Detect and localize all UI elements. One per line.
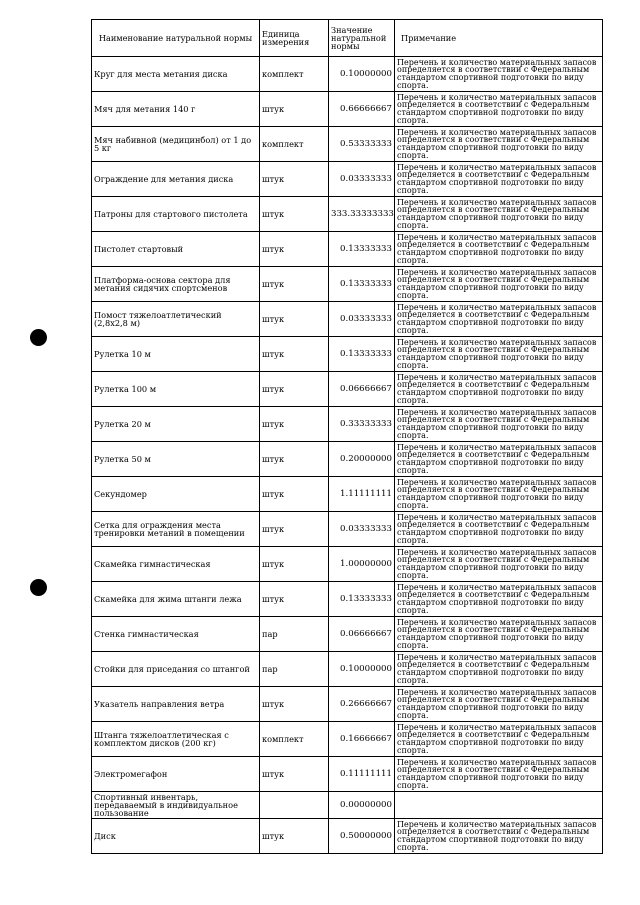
cell-name: Спортивный инвентарь, передаваемый в индивидуальное пользование [92,792,260,819]
cell-note: Перечень и количество материальных запасов определяется в соответствии с Федеральным стандартом спортивной подготовки по виду спорта. [395,267,603,302]
table-row [92,302,603,337]
cell-unit: штук [260,232,329,267]
cell-name: Диск [92,819,260,854]
cell-name: Стойки для приседания со штангой [92,652,260,687]
cell-value: 1.11111111 [329,477,395,512]
cell-note: Перечень и количество материальных запасов определяется в соответствии с Федеральным стандартом спортивной подготовки по виду спорта. [395,407,603,442]
cell-name: Рулетка 50 м [92,442,260,477]
cell-name: Секундомер [92,477,260,512]
cell-value: 333.33333333 [329,197,395,232]
cell-name: Патроны для стартового пистолета [92,197,260,232]
table-row [92,92,603,127]
cell-name: Штанга тяжелоатлетическая с комплектом дисков (200 кг) [92,722,260,757]
cell-value: 0.50000000 [329,819,395,854]
cell-name: Стенка гимнастическая [92,617,260,652]
cell-note: Перечень и количество материальных запасов определяется в соответствии с Федеральным стандартом спортивной подготовки по виду спорта. [395,477,603,512]
cell-unit: штук [260,337,329,372]
cell-value: 0.06666667 [329,617,395,652]
table-row [92,57,603,92]
cell-value: 0.00000000 [329,792,395,819]
cell-unit [260,792,329,819]
table-row [92,477,603,512]
cell-unit: штук [260,757,329,792]
cell-name: Электромегафон [92,757,260,792]
cell-unit: пар [260,617,329,652]
cell-name: Круг для места метания диска [92,57,260,92]
cell-name: Платформа-основа сектора для метания сидячих спортсменов [92,267,260,302]
cell-name: Сетка для ограждения места тренировки метаний в помещении [92,512,260,547]
cell-unit: штук [260,407,329,442]
cell-unit: штук [260,442,329,477]
cell-note: Перечень и количество материальных запасов определяется в соответствии с Федеральным стандартом спортивной подготовки по виду спорта. [395,197,603,232]
cell-value: 0.13333333 [329,267,395,302]
table-row [92,337,603,372]
header-unit: Единица измерения [260,20,329,57]
cell-unit: штук [260,302,329,337]
cell-note: Перечень и количество материальных запасов определяется в соответствии с Федеральным стандартом спортивной подготовки по виду спорта. [395,372,603,407]
cell-value: 0.33333333 [329,407,395,442]
cell-name: Мяч набивной (медицинбол) от 1 до 5 кг [92,127,260,162]
cell-name: Мяч для метания 140 г [92,92,260,127]
cell-note: Перечень и количество материальных запасов определяется в соответствии с Федеральным стандартом спортивной подготовки по виду спорта. [395,819,603,854]
cell-note: Перечень и количество материальных запасов определяется в соответствии с Федеральным стандартом спортивной подготовки по виду спорта. [395,232,603,267]
table-row [92,127,603,162]
cell-value: 0.13333333 [329,337,395,372]
table-row [92,512,603,547]
cell-note: Перечень и количество материальных запасов определяется в соответствии с Федеральным стандартом спортивной подготовки по виду спорта. [395,582,603,617]
cell-note: Перечень и количество материальных запасов определяется в соответствии с Федеральным стандартом спортивной подготовки по виду спорта. [395,57,603,92]
table-header-row [92,20,603,57]
cell-name: Указатель направления ветра [92,687,260,722]
table-body [92,57,603,854]
header-name: Наименование натуральной нормы [92,20,260,57]
table-row [92,372,603,407]
punch-hole-bottom [30,579,47,596]
cell-note: Перечень и количество материальных запасов определяется в соответствии с Федеральным стандартом спортивной подготовки по виду спорта. [395,722,603,757]
cell-unit: штук [260,819,329,854]
cell-note: Перечень и количество материальных запасов определяется в соответствии с Федеральным стандартом спортивной подготовки по виду спорта. [395,757,603,792]
cell-unit: штук [260,512,329,547]
cell-unit: штук [260,162,329,197]
table-row [92,722,603,757]
cell-note: Перечень и количество материальных запасов определяется в соответствии с Федеральным стандартом спортивной подготовки по виду спорта. [395,302,603,337]
cell-value: 0.10000000 [329,652,395,687]
cell-unit: штук [260,197,329,232]
cell-note: Перечень и количество материальных запасов определяется в соответствии с Федеральным стандартом спортивной подготовки по виду спорта. [395,442,603,477]
cell-value: 0.11111111 [329,757,395,792]
cell-value: 0.06666667 [329,372,395,407]
cell-name: Скамейка гимнастическая [92,547,260,582]
norms-table [91,19,603,854]
cell-unit: штук [260,687,329,722]
cell-note: Перечень и количество материальных запасов определяется в соответствии с Федеральным стандартом спортивной подготовки по виду спорта. [395,547,603,582]
table-row [92,792,603,819]
header-note: Примечание [395,20,603,57]
cell-note: Перечень и количество материальных запасов определяется в соответствии с Федеральным стандартом спортивной подготовки по виду спорта. [395,687,603,722]
cell-note: Перечень и количество материальных запасов определяется в соответствии с Федеральным стандартом спортивной подготовки по виду спорта. [395,127,603,162]
cell-name: Помост тяжелоатлетический (2,8х2,8 м) [92,302,260,337]
cell-note: Перечень и количество материальных запасов определяется в соответствии с Федеральным стандартом спортивной подготовки по виду спорта. [395,337,603,372]
cell-note: Перечень и количество материальных запасов определяется в соответствии с Федеральным стандартом спортивной подготовки по виду спорта. [395,162,603,197]
cell-name: Рулетка 10 м [92,337,260,372]
cell-value: 0.20000000 [329,442,395,477]
header-value: Значение натуральной нормы [329,20,395,57]
cell-unit: комплект [260,57,329,92]
table-row [92,617,603,652]
cell-value: 1.00000000 [329,547,395,582]
table-row [92,442,603,477]
cell-value: 0.53333333 [329,127,395,162]
cell-unit: штук [260,267,329,302]
cell-name: Ограждение для метания диска [92,162,260,197]
cell-note [395,792,603,819]
cell-unit: комплект [260,127,329,162]
table-row [92,232,603,267]
table-row [92,197,603,232]
cell-unit: пар [260,652,329,687]
cell-unit: штук [260,477,329,512]
cell-value: 0.26666667 [329,687,395,722]
cell-note: Перечень и количество материальных запасов определяется в соответствии с Федеральным стандартом спортивной подготовки по виду спорта. [395,512,603,547]
table-row [92,162,603,197]
cell-value: 0.66666667 [329,92,395,127]
cell-unit: штук [260,582,329,617]
cell-name: Рулетка 100 м [92,372,260,407]
cell-unit: комплект [260,722,329,757]
cell-note: Перечень и количество материальных запасов определяется в соответствии с Федеральным стандартом спортивной подготовки по виду спорта. [395,652,603,687]
table-row [92,547,603,582]
cell-value: 0.03333333 [329,162,395,197]
table-row [92,267,603,302]
table-row [92,819,603,854]
table-row [92,652,603,687]
cell-value: 0.13333333 [329,232,395,267]
punch-hole-top [30,329,47,346]
table-row [92,687,603,722]
cell-value: 0.13333333 [329,582,395,617]
cell-value: 0.03333333 [329,302,395,337]
cell-note: Перечень и количество материальных запасов определяется в соответствии с Федеральным стандартом спортивной подготовки по виду спорта. [395,617,603,652]
cell-note: Перечень и количество материальных запасов определяется в соответствии с Федеральным стандартом спортивной подготовки по виду спорта. [395,92,603,127]
cell-name: Пистолет стартовый [92,232,260,267]
cell-unit: штук [260,372,329,407]
table-row [92,757,603,792]
cell-name: Рулетка 20 м [92,407,260,442]
table-row [92,407,603,442]
cell-name: Скамейка для жима штанги лежа [92,582,260,617]
cell-value: 0.16666667 [329,722,395,757]
table-row [92,582,603,617]
cell-value: 0.03333333 [329,512,395,547]
cell-unit: штук [260,547,329,582]
cell-unit: штук [260,92,329,127]
cell-value: 0.10000000 [329,57,395,92]
